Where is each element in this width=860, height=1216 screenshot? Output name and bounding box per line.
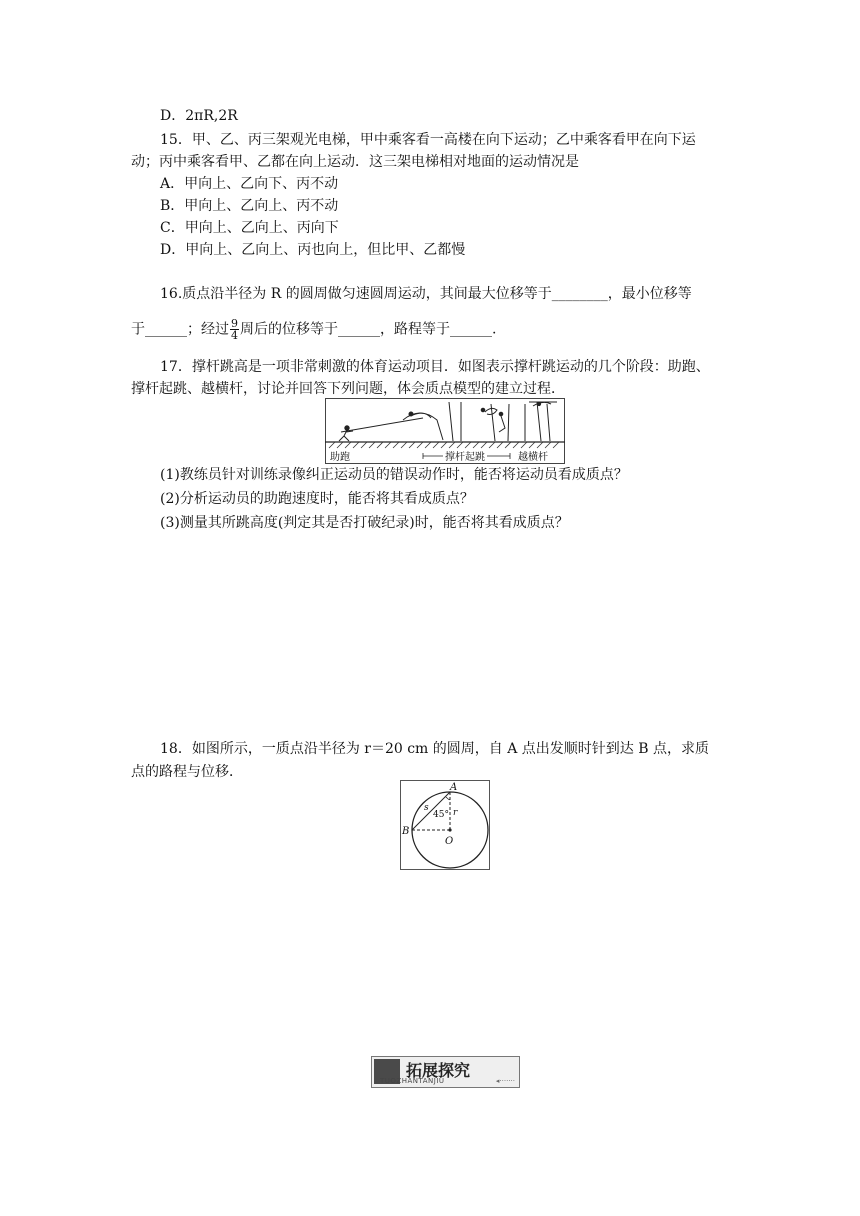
q16-line1: 16.质点沿半径为 R 的圆周做匀速圆周运动，其间最大位移等于________，最小位移等 xyxy=(160,286,692,302)
q16-fraction-numerator: 9 xyxy=(231,317,238,330)
section-title: 拓展探究 xyxy=(406,1061,471,1080)
q17-subquestion-2: (2)分析运动员的助跑速度时，能否将其看成质点？ xyxy=(160,491,474,507)
q16-line2-part-a: 于______；经过 xyxy=(131,321,229,338)
q14-option-d: D．2πR,2R xyxy=(160,108,238,124)
q15-option-c: C．甲向上、乙向上、丙向下 xyxy=(160,220,339,236)
circle-figure xyxy=(400,780,490,870)
q15-stem-line1: 15．甲、乙、丙三架观光电梯，甲中乘客看一高楼在向下运动；乙中乘客看甲在向下运 xyxy=(160,132,696,148)
q16-fraction xyxy=(230,318,239,341)
q17-stem-line2: 撑杆起跳、越横杆，讨论并回答下列问题，体会质点模型的建立过程． xyxy=(131,381,565,397)
arrow-icon: ◂······· xyxy=(495,1077,515,1085)
pole-vault-figure xyxy=(325,398,565,464)
q17-subquestion-3: (3)测量其所跳高度(判定其是否打破纪录)时，能否将其看成质点？ xyxy=(160,515,569,531)
section-pinyin: TUOZHANTANJIU xyxy=(380,1077,445,1085)
q16-line2 xyxy=(131,318,496,341)
label-O: O xyxy=(445,836,454,847)
label-angle: 45° xyxy=(433,810,449,820)
label-over-bar: 越横杆 xyxy=(518,452,548,463)
q17-stem-line1: 17．撑杆跳高是一项非常刺激的体育运动项目．如图表示撑杆跳运动的几个阶段：助跑、 xyxy=(160,359,710,375)
section-banner xyxy=(371,1056,520,1088)
q15-option-b: B．甲向上、乙向上、丙不动 xyxy=(160,198,339,214)
q17-subquestion-1: (1)教练员针对训练录像纠正运动员的错误动作时，能否将运动员看成质点？ xyxy=(160,467,628,483)
q18-stem-line1: 18．如图所示，一质点沿半径为 r＝20 cm 的圆周，自 A 点出发顺时针到达 B 点，求质 xyxy=(160,741,709,757)
q15-option-d: D．甲向上、乙向上、丙也向上，但比甲、乙都慢 xyxy=(160,242,466,258)
label-run: 助跑 xyxy=(330,452,350,463)
q16-line2-part-b: 周后的位移等于______，路程等于______. xyxy=(240,321,497,338)
label-takeoff: 撑杆起跳 xyxy=(445,452,485,463)
q16-fraction-denominator: 4 xyxy=(231,329,238,342)
label-B: B xyxy=(402,826,410,837)
q15-stem-line2: 动；丙中乘客看甲、乙都在向上运动．这三架电梯相对地面的运动情况是 xyxy=(131,154,579,170)
label-r: r xyxy=(453,808,458,818)
q15-option-a: A．甲向上、乙向下、丙不动 xyxy=(160,176,339,192)
label-s: s xyxy=(424,803,429,813)
label-A: A xyxy=(450,782,458,793)
q18-stem-line2: 点的路程与位移． xyxy=(131,764,243,780)
